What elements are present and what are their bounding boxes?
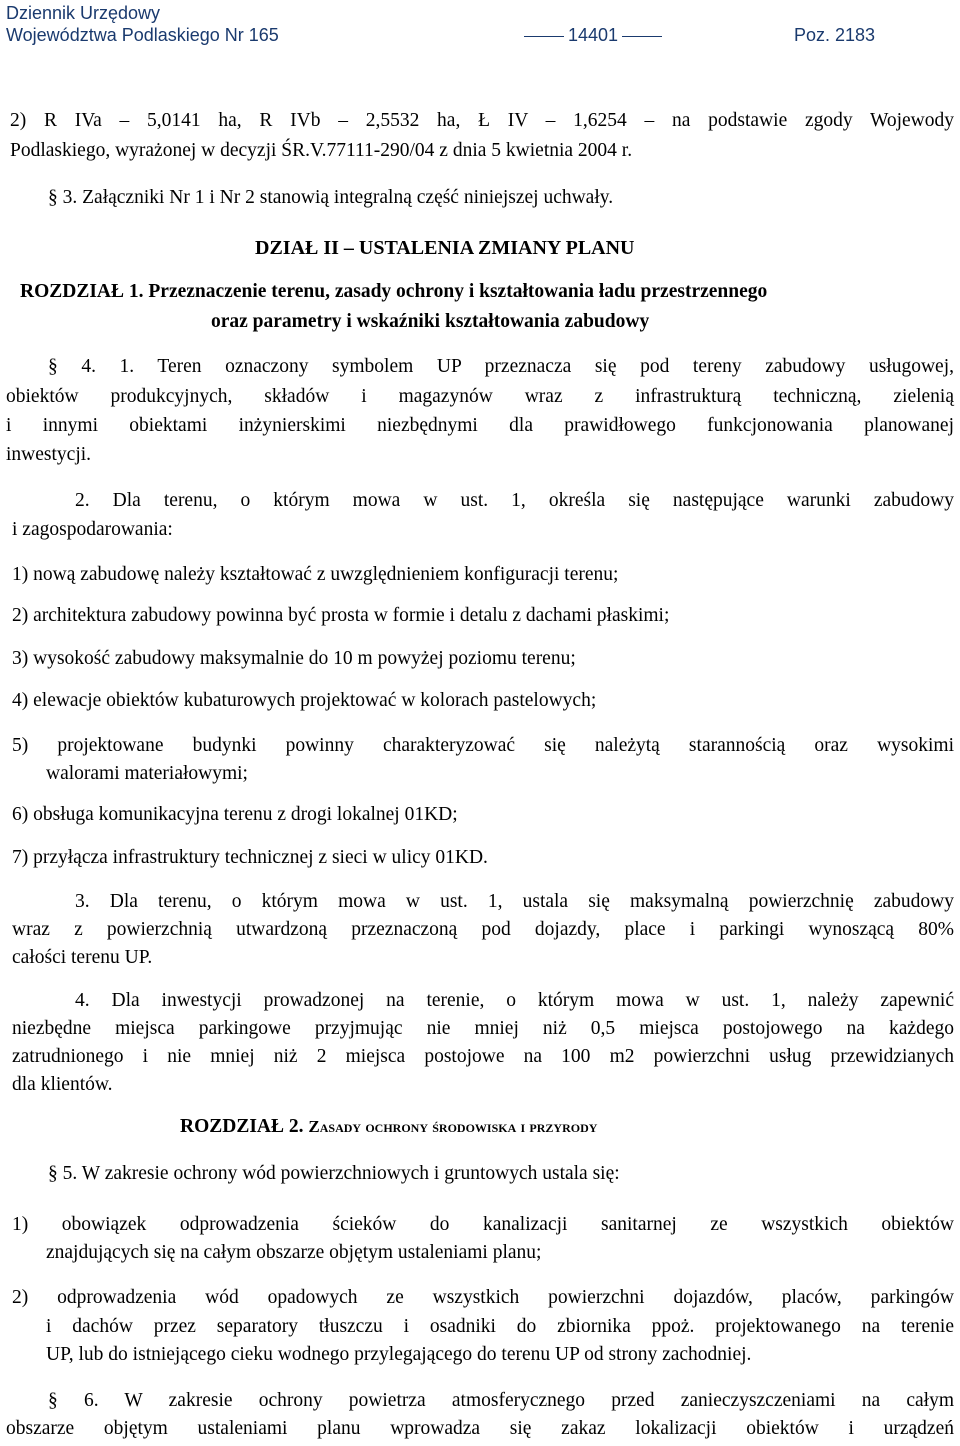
paragraph-line: § 5. W zakresie ochrony wód powierzchniowych i gruntowych ustala się: [48, 1163, 620, 1184]
page-number-dash-right [622, 36, 662, 37]
paragraph-line: zatrudnionego i nie mniej niż 2 miejsca postojowe na 100 m2 powierzchni usług przewidzianych [12, 1046, 954, 1067]
paragraph-line: obiektów produkcyjnych, składów i magazynów wraz z infrastrukturą techniczną, zielenią [6, 386, 954, 407]
paragraph-line: 4. Dla inwestycji prowadzonej na terenie, o którym mowa w ust. 1, należy zapewnić [75, 990, 954, 1011]
chapter-heading: ROZDZIAŁ 1. Przeznaczenie terenu, zasady ochrony i kształtowania ładu przestrzennego [20, 281, 768, 302]
page-number [520, 24, 666, 46]
paragraph-line: i innymi obiektami inżynierskimi niezbędnymi dla prawidłowego funkcjonowania planowanej [6, 415, 954, 436]
position-label: Poz. 2183 [794, 25, 876, 45]
chapter-title: Zasady ochrony środowiska i przyrody [308, 1117, 598, 1136]
page-number-value: 14401 [568, 25, 619, 45]
paragraph-line: całości terenu UP. [12, 947, 153, 968]
list-item: 4) elewacje obiektów kubaturowych projektować w kolorach pastelowych; [12, 690, 597, 711]
list-item-cont: znajdujących się na całym obszarze objętym ustaleniami planu; [46, 1242, 542, 1263]
list-item: 5) projektowane budynki powinny charakteryzować się należytą starannością oraz wysokimi [12, 735, 954, 756]
paragraph-line: § 3. Załączniki Nr 1 i Nr 2 stanowią integralną część niniejszej uchwały. [48, 187, 614, 208]
paragraph-line: 2. Dla terenu, o którym mowa w ust. 1, określa się następujące warunki zabudowy [75, 490, 954, 511]
list-item: 2) architektura zabudowy powinna być prosta w formie i detalu z dachami płaskimi; [12, 605, 670, 626]
paragraph-line: 2) R IVa – 5,0141 ha, R IVb – 2,5532 ha, Ł IV – 1,6254 – na podstawie zgody Wojewody [10, 110, 954, 131]
list-item-cont: walorami materiałowymi; [46, 763, 248, 784]
journal-title [6, 2, 279, 46]
chapter-number: ROZDZIAŁ 2. [180, 1116, 309, 1137]
journal-title-line2: Województwa Podlaskiego Nr 165 [6, 25, 279, 45]
paragraph-line: 3. Dla terenu, o którym mowa w ust. 1, ustala się maksymalną powierzchnię zabudowy [75, 891, 954, 912]
paragraph-line: niezbędne miejsca parkingowe przyjmując nie mniej niż 0,5 miejsca postojowego na każdego [12, 1018, 954, 1039]
chapter-heading [180, 1116, 597, 1138]
section-heading: DZIAŁ II – USTALENIA ZMIANY PLANU [255, 237, 635, 259]
paragraph-line: § 4. 1. Teren oznaczony symbolem UP przeznacza się pod tereny zabudowy usługowej, [48, 356, 954, 377]
list-item-cont: i dachów przez separatory tłuszczu i osadniki do zbiornika ppoż. projektowanego na terenie [46, 1316, 954, 1337]
page-number-dash-left [524, 36, 564, 37]
paragraph-line: § 6. W zakresie ochrony powietrza atmosferycznego przed zanieczyszczeniami na całym [48, 1390, 954, 1411]
paragraph-line: dla klientów. [12, 1074, 113, 1095]
paragraph-line: Podlaskiego, wyrażonej w decyzji ŚR.V.77111-290/04 z dnia 5 kwietnia 2004 r. [10, 140, 633, 161]
list-item: 2) odprowadzenia wód opadowych ze wszystkich powierzchni dojazdów, placów, parkingów [12, 1287, 954, 1308]
list-item: 3) wysokość zabudowy maksymalnie do 10 m powyżej poziomu terenu; [12, 648, 576, 669]
list-item: 7) przyłącza infrastruktury technicznej z sieci w ulicy 01KD. [12, 847, 488, 868]
paragraph-line: obszarze objętym ustaleniami planu wprowadza się zakaz lokalizacji obiektów i urządzeń [6, 1418, 954, 1439]
paragraph-line: inwestycji. [6, 444, 92, 465]
journal-title-line1: Dziennik Urzędowy [6, 3, 161, 23]
list-item: 1) nową zabudowę należy kształtować z uwzględnieniem konfiguracji terenu; [12, 564, 619, 585]
chapter-heading-cont: oraz parametry i wskaźniki kształtowania zabudowy [211, 311, 650, 332]
paragraph-line: wraz z powierzchnią utwardzoną przeznaczoną pod dojazdy, place i parkingi wynoszącą 80% [12, 919, 954, 940]
paragraph-line: i zagospodarowania: [12, 519, 173, 540]
list-item: 1) obowiązek odprowadzenia ścieków do kanalizacji sanitarnej ze wszystkich obiektów [12, 1214, 954, 1235]
list-item: 6) obsługa komunikacyjna terenu z drogi lokalnej 01KD; [12, 804, 458, 825]
list-item-cont: UP, lub do istniejącego cieku wodnego przylegającego do terenu UP od strony zachodniej. [46, 1344, 752, 1365]
